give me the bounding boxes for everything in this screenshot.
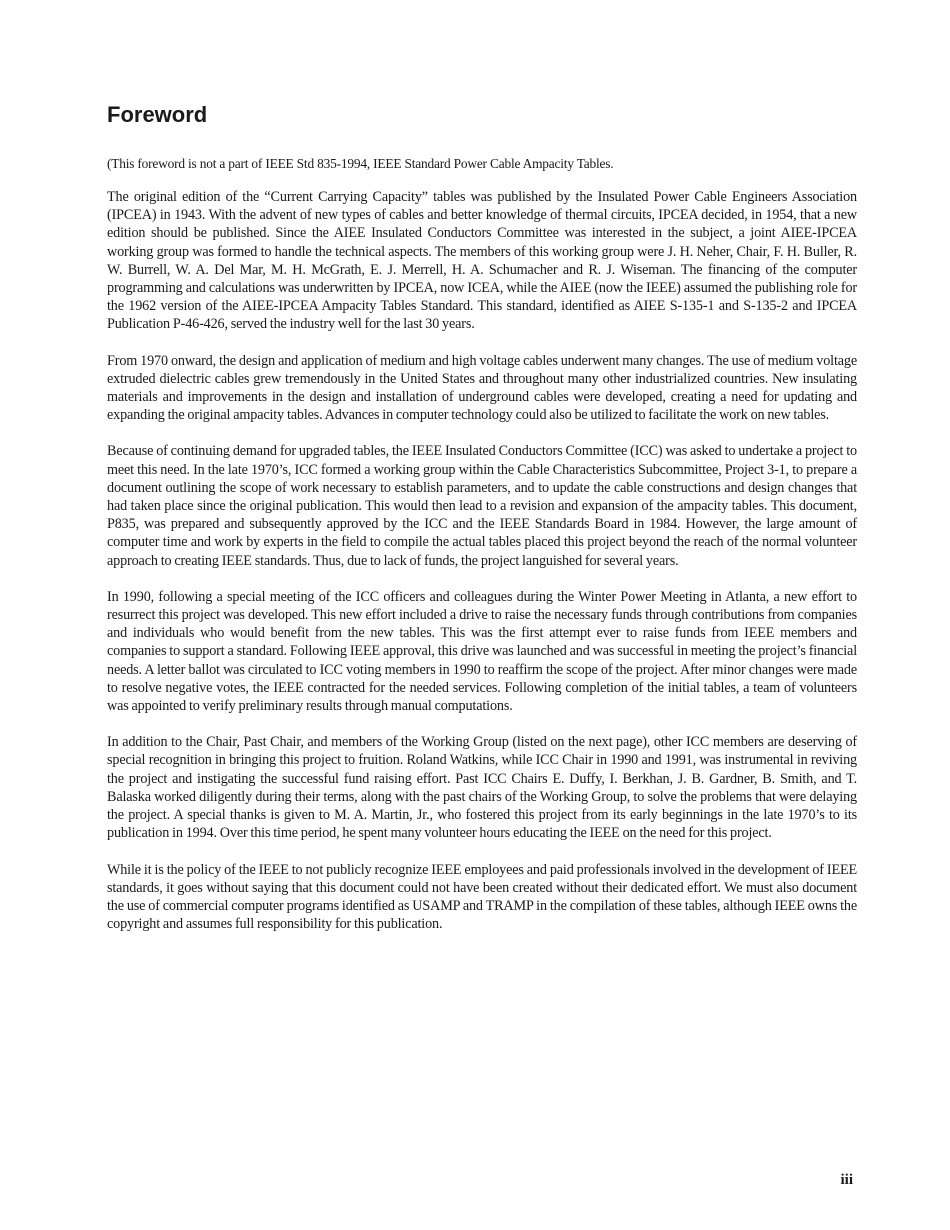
page-title: Foreword (107, 102, 208, 127)
paragraph-funding: In 1990, following a special meeting of the ICC officers and colleagues during the Winter Power Meeting in Atlanta, a new effort to resurrect this project was developed. This new effort included a drive to raise the necessary funds through contributions from companies and individuals who would benefit from the new tables. This was the first attempt ever to raise funds from IEEE members and companies to support a standard. Following IEEE approval, this drive was launched and was successful in meeting the project’s financial needs. A letter ballot was circulated to ICC voting members in 1990 to reaffirm the scope of the project. After minor changes were made to resolve negative votes, the IEEE contracted for the needed services. Following completion of the initial tables, a team of volunteers was appointed to verify preliminary results through manual computations. (107, 588, 857, 715)
paragraph-changes: From 1970 onward, the design and application of medium and high voltage cables underwent many changes. The use of medium voltage extruded dielectric cables grew tremendously in the United States and throughout many other industrialized countries. New insulating materials and improvements in the design and installation of underground cables were developed, creating a need for updating and expanding the original ampacity tables. Advances in computer technology could also be utilized to facilitate the work on new tables. (107, 352, 857, 424)
page-number: iii (840, 1172, 853, 1188)
paragraph-history: The original edition of the “Current Carrying Capacity” tables was published by the Insulated Power Cable Engineers Association (IPCEA) in 1943. With the advent of new types of cables and better knowledge of thermal circuits, IPCEA decided, in 1954, that a new edition should be published. Since the AIEE Insulated Conductors Committee was interested in the subject, a joint AIEE-IPCEA working group was formed to handle the technical aspects. The members of this working group were J. H. Neher, Chair, F. H. Buller, R. W. Burrell, W. A. Del Mar, M. H. McGrath, E. J. Merrell, H. A. Schumacher and R. J. Wiseman. The financing of the computer programming and calculations was underwritten by IPCEA, now ICEA, while the AIEE (now the IEEE) assumed the publishing role for the 1962 version of the AIEE-IPCEA Ampacity Tables Standard. This standard, identified as AIEE S-135-1 and S-135-2 and IPCEA Publication P-46-426, served the industry well for the last 30 years. (107, 189, 857, 333)
paragraph-acknowledgment: While it is the policy of the IEEE to not publicly recognize IEEE employees and paid professionals involved in the development of IEEE standards, it goes without saying that this document could not have been created without their dedicated effort. We must also document the use of commercial computer programs identified as USAMP and TRAMP in the compilation of these tables, although IEEE owns the copyright and assumes full responsibility for this publication. (107, 861, 857, 933)
foreword-note: (This foreword is not a part of IEEE Std 835-1994, IEEE Standard Power Cable Ampacity Tables. (107, 156, 614, 171)
paragraph-recognition: In addition to the Chair, Past Chair, and members of the Working Group (listed on the next page), other ICC members are deserving of special recognition in bringing this project to fruition. Roland Watkins, while ICC Chair in 1990 and 1991, was instrumental in reviving the project and instigating the successful fund raising effort. Past ICC Chairs E. Duffy, I. Berkhan, J. B. Gardner, B. Smith, and T. Balaska worked diligently during their terms, along with the past chairs of the Working Group, to solve the problems that were delaying the project. A special thanks is given to M. A. Martin, Jr., who fostered this project from its early beginnings in the late 1970’s to its publication in 1994. Over this time period, he spent many volunteer hours educating the IEEE on the need for this project. (107, 734, 857, 842)
document-page (107, 100, 857, 951)
paragraph-project: Because of continuing demand for upgraded tables, the IEEE Insulated Conductors Committee (ICC) was asked to undertake a project to meet this need. In the late 1970’s, ICC formed a working group within the Cable Characteristics Subcommittee, Project 3-1, to prepare a document outlining the scope of work necessary to establish parameters, and to update the cable constructions and design changes that had taken place since the original publication. This would then lead to a revision and expansion of the ampacity tables. This document, P835, was prepared and subsequently approved by the ICC and the IEEE Standards Board in 1984. However, the large amount of computer time and work by experts in the field to compile the actual tables placed this project beyond the reach of the normal volunteer approach to creating IEEE standards. Thus, due to lack of funds, the project languished for several years. (107, 443, 857, 569)
